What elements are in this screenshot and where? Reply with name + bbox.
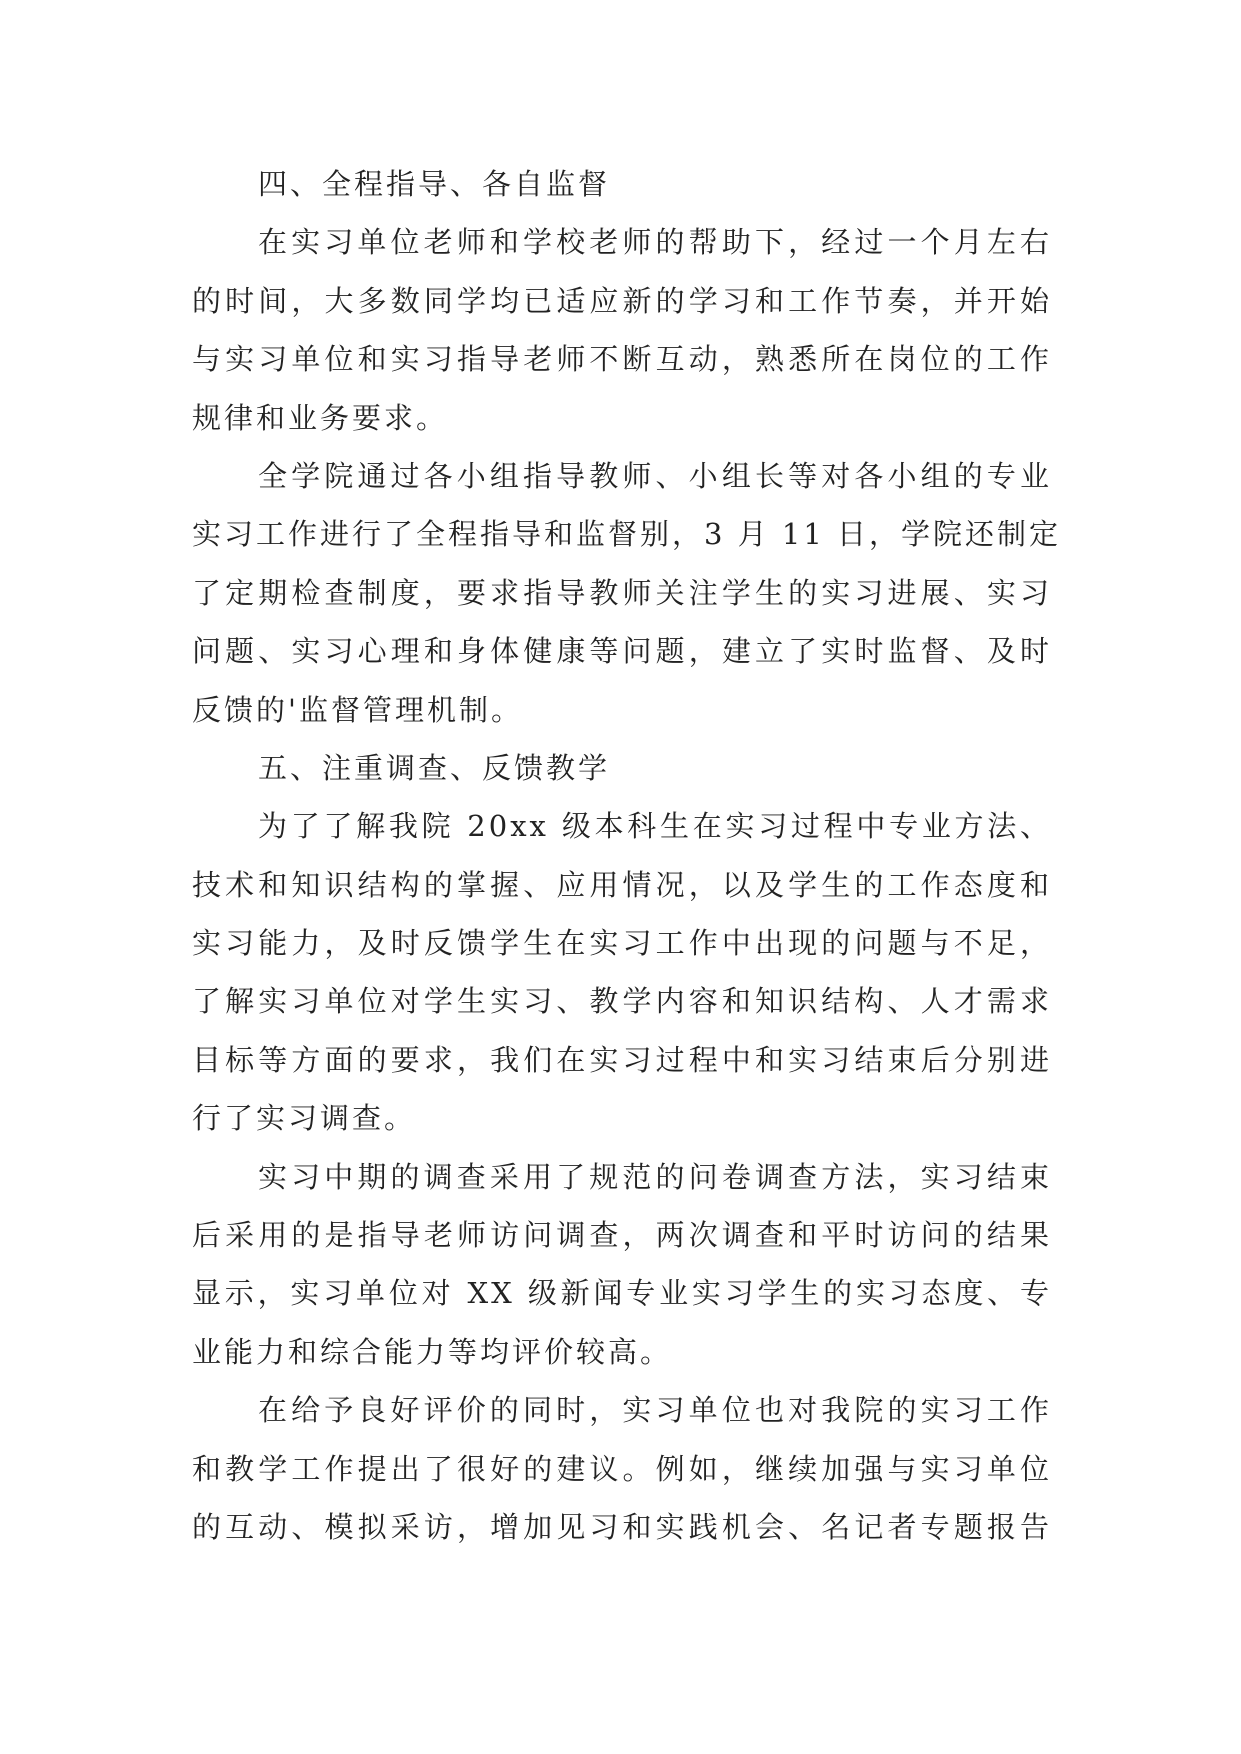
text-line: 显示，实习单位对 XX 级新闻专业实习学生的实习态度、专 <box>192 1276 1052 1311</box>
heading-text: 五、注重调查、反馈教学 <box>258 750 611 785</box>
text-line: 在给予良好评价的同时，实习单位也对我院的实习工作 <box>258 1393 1052 1428</box>
text-line: 技术和知识结构的掌握、应用情况，以及学生的工作态度和 <box>192 867 1052 902</box>
text-line: 与实习单位和实习指导老师不断互动，熟悉所在岗位的工作 <box>192 342 1052 377</box>
text-line: 了解实习单位对学生实习、教学内容和知识结构、人才需求 <box>192 984 1052 1019</box>
text-line: 的时间，大多数同学均已适应新的学习和工作节奏，并开始 <box>192 283 1052 318</box>
text-line: 实习中期的调查采用了规范的问卷调查方法，实习结束 <box>258 1159 1052 1194</box>
body-paragraph <box>192 1381 1052 1556</box>
body-paragraph <box>192 213 1052 447</box>
text-line: 行了实习调查。 <box>192 1101 417 1136</box>
text-line: 业能力和综合能力等均评价较高。 <box>192 1334 673 1369</box>
body-paragraph <box>192 1148 1052 1382</box>
text-line: 规律和业务要求。 <box>192 400 449 435</box>
section-heading <box>192 739 1052 797</box>
section-heading <box>192 155 1052 213</box>
text-line: 问题、实习心理和身体健康等问题，建立了实时监督、及时 <box>192 634 1052 669</box>
text-line: 后采用的是指导老师访问调查，两次调查和平时访问的结果 <box>192 1218 1052 1253</box>
text-line: 和教学工作提出了很好的建议。例如，继续加强与实习单位 <box>192 1451 1052 1486</box>
text-line: 了定期检查制度，要求指导教师关注学生的实习进展、实习 <box>192 575 1052 610</box>
heading-text: 四、全程指导、各自监督 <box>258 167 611 201</box>
text-line: 实习能力，及时反馈学生在实习工作中出现的问题与不足， <box>192 926 1052 961</box>
text-line: 为了了解我院 20xx 级本科生在实习过程中专业方法、 <box>258 809 1052 844</box>
body-paragraph <box>192 447 1062 739</box>
text-line: 在实习单位老师和学校老师的帮助下，经过一个月左右 <box>258 225 1052 260</box>
text-line: 的互动、模拟采访，增加见习和实践机会、名记者专题报告 <box>192 1509 1052 1544</box>
text-line: 目标等方面的要求，我们在实习过程中和实习结束后分别进 <box>192 1042 1052 1077</box>
body-paragraph <box>192 797 1052 1147</box>
text-line: 实习工作进行了全程指导和监督别，3 月 11 日，学院还制定 <box>192 517 1062 552</box>
document-body <box>192 155 1062 1556</box>
text-line: 反馈的'监督管理机制。 <box>192 692 523 727</box>
text-line: 全学院通过各小组指导教师、小组长等对各小组的专业 <box>258 458 1052 493</box>
